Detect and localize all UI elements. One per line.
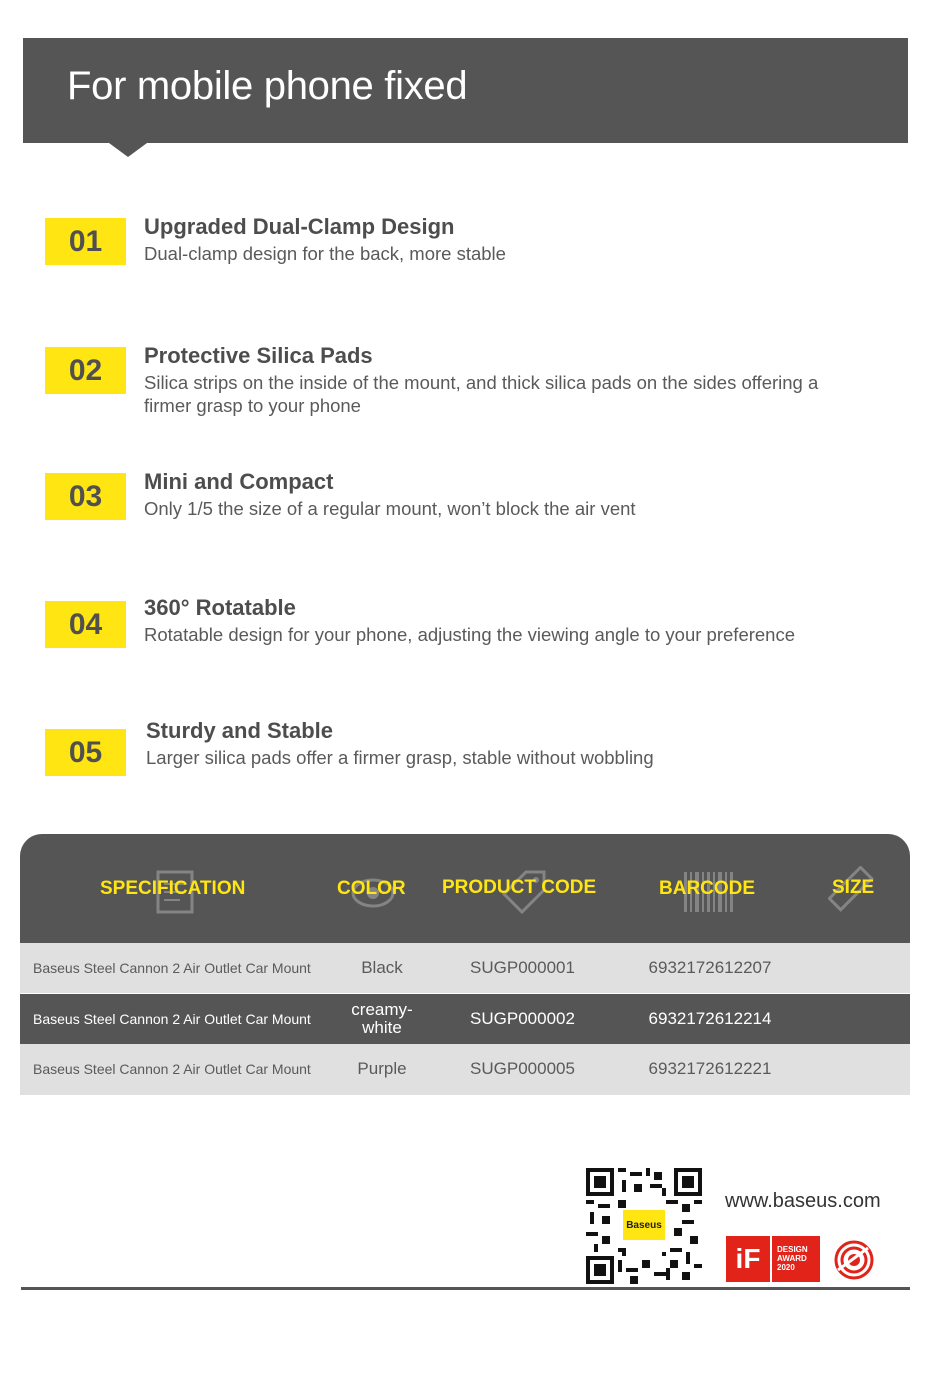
feature-description: Dual-clamp design for the back, more stable: [144, 243, 506, 264]
table-row: [20, 943, 910, 993]
cell-product-code: SUGP000005: [470, 1059, 575, 1078]
website-link[interactable]: www.baseus.com: [725, 1190, 881, 1212]
if-award-line: AWARD: [777, 1254, 807, 1263]
cell-color: Purple: [357, 1059, 407, 1078]
header-color: COLOR: [337, 878, 406, 899]
feature-description: Silica strips on the inside of the mount, and thick silica pads on the sides offering a firmer grasp to your phone: [144, 372, 819, 416]
feature-title: Upgraded Dual-Clamp Design: [144, 214, 455, 239]
header-banner: [23, 38, 908, 143]
feature-number: 02: [45, 347, 126, 394]
cell-color: creamy-white: [351, 1000, 413, 1037]
cell-product-code: SUGP000001: [470, 958, 575, 977]
cell-barcode: 6932172612207: [648, 958, 772, 977]
feature-description: Only 1/5 the size of a regular mount, won’t block the air vent: [144, 498, 636, 519]
cell-product-code: SUGP000002: [470, 1009, 575, 1028]
header-specification: SPECIFICATION: [100, 878, 246, 899]
feature-number: 03: [45, 473, 126, 520]
cell-specification: Baseus Steel Cannon 2 Air Outlet Car Mount: [33, 960, 311, 976]
feature-title: Mini and Compact: [144, 469, 334, 494]
cell-specification: Baseus Steel Cannon 2 Air Outlet Car Mount: [33, 1011, 311, 1027]
table-row: [20, 994, 910, 1044]
feature-title: Protective Silica Pads: [144, 343, 373, 368]
feature-description: Larger silica pads offer a firmer grasp, stable without wobbling: [146, 747, 654, 768]
spec-table-header: [20, 834, 910, 943]
spec-table: [20, 834, 910, 1095]
if-award-text: [772, 1236, 816, 1282]
feature-number: 01: [45, 218, 126, 265]
qr-code[interactable]: [586, 1168, 702, 1284]
cell-color: Black: [361, 958, 403, 977]
baseus-logo: Baseus: [623, 1210, 665, 1240]
if-mark: iF: [726, 1236, 772, 1282]
cell-barcode: 6932172612221: [648, 1059, 772, 1078]
feature-title: Sturdy and Stable: [146, 718, 334, 743]
if-design-award-logo: [726, 1236, 820, 1282]
header-size: SIZE: [832, 877, 875, 898]
feature-number: 05: [45, 729, 126, 776]
if-award-line: DESIGN: [777, 1245, 808, 1254]
header-notch: [109, 143, 147, 157]
feature-title: 360° Rotatable: [144, 595, 296, 620]
page-title: For mobile phone fixed: [67, 64, 468, 108]
if-award-line: 2020: [777, 1263, 795, 1272]
feature-number: 04: [45, 601, 126, 648]
feature-description: Rotatable design for your phone, adjusting the viewing angle to your preference: [144, 624, 796, 645]
header-barcode: BARCODE: [659, 878, 756, 899]
header-product-code: PRODUCT CODE: [442, 877, 597, 898]
red-dot-award-icon: [834, 1240, 874, 1280]
cell-specification: Baseus Steel Cannon 2 Air Outlet Car Mount: [33, 1061, 311, 1077]
cell-barcode: 6932172612214: [648, 1009, 772, 1028]
footer-divider: [21, 1287, 910, 1290]
table-row: [20, 1044, 910, 1095]
